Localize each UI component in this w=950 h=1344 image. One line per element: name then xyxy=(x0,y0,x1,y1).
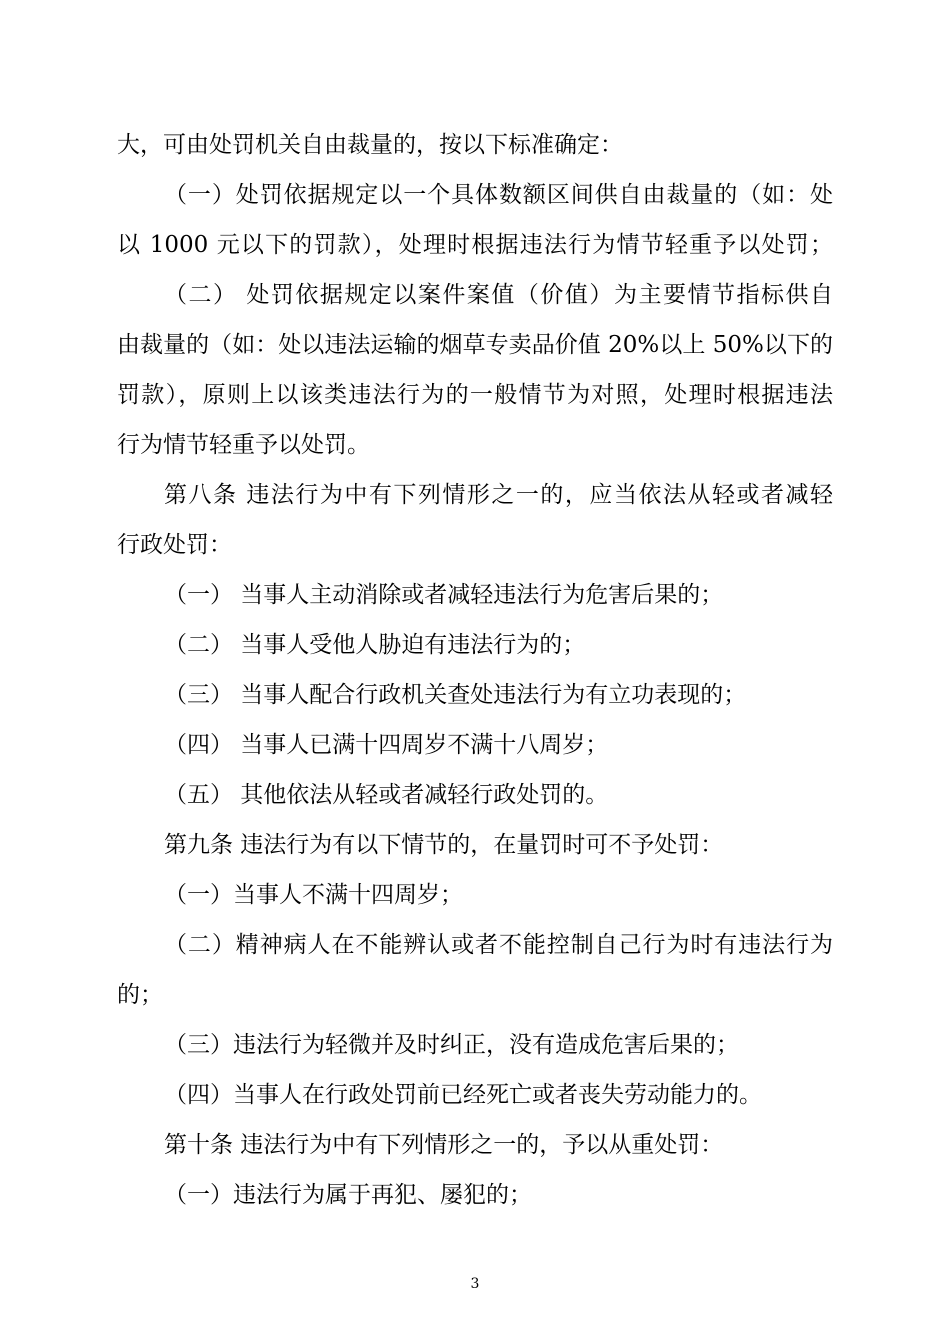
list-item: （三） 当事人配合行政机关查处违法行为有立功表现的； xyxy=(164,682,747,708)
text-line-9: 行政处罚： xyxy=(117,532,232,558)
article-10-heading: 第十条 违法行为中有下列情形之一的，予以从重处罚： xyxy=(164,1132,724,1158)
text-line-1: 大，可由处罚机关自由裁量的，按以下标准确定： xyxy=(117,132,623,158)
list-item: （二） 当事人受他人胁迫有违法行为的； xyxy=(164,632,586,658)
article-9-heading: 第九条 违法行为有以下情节的，在量罚时可不予处罚： xyxy=(164,832,724,858)
text-line-2: （一）处罚依据规定以一个具体数额区间供自由裁量的（如：处 xyxy=(164,182,833,208)
list-item: （五） 其他依法从轻或者减轻行政处罚的。 xyxy=(164,782,609,808)
text-line-18: 的； xyxy=(117,982,163,1008)
list-item: （一）当事人不满十四周岁； xyxy=(164,882,463,908)
text-line-4: （二） 处罚依据规定以案件案值（价值）为主要情节指标供自 xyxy=(164,282,833,308)
page-number: 3 xyxy=(470,1276,480,1292)
text-line-5: 由裁量的（如：处以违法运输的烟草专卖品价值 20%以上 50%以下的 xyxy=(117,332,833,358)
text-line-7: 行为情节轻重予以处罚。 xyxy=(117,432,370,458)
text-line-6: 罚款），原则上以该类违法行为的一般情节为对照，处理时根据违法 xyxy=(117,382,833,408)
list-item: （三）违法行为轻微并及时纠正，没有造成危害后果的； xyxy=(164,1032,739,1058)
list-item: （二）精神病人在不能辨认或者不能控制自己行为时有违法行为 xyxy=(164,932,833,958)
list-item: （一）违法行为属于再犯、屡犯的； xyxy=(164,1182,532,1208)
list-item: （四） 当事人已满十四周岁不满十八周岁； xyxy=(164,732,609,758)
article-8-heading: 第八条 违法行为中有下列情形之一的，应当依法从轻或者减轻 xyxy=(164,482,833,508)
list-item: （一） 当事人主动消除或者减轻违法行为危害后果的； xyxy=(164,582,724,608)
text-line-3: 以 1000 元以下的罚款），处理时根据违法行为情节轻重予以处罚； xyxy=(117,232,833,258)
list-item: （四）当事人在行政处罚前已经死亡或者丧失劳动能力的。 xyxy=(164,1082,762,1108)
